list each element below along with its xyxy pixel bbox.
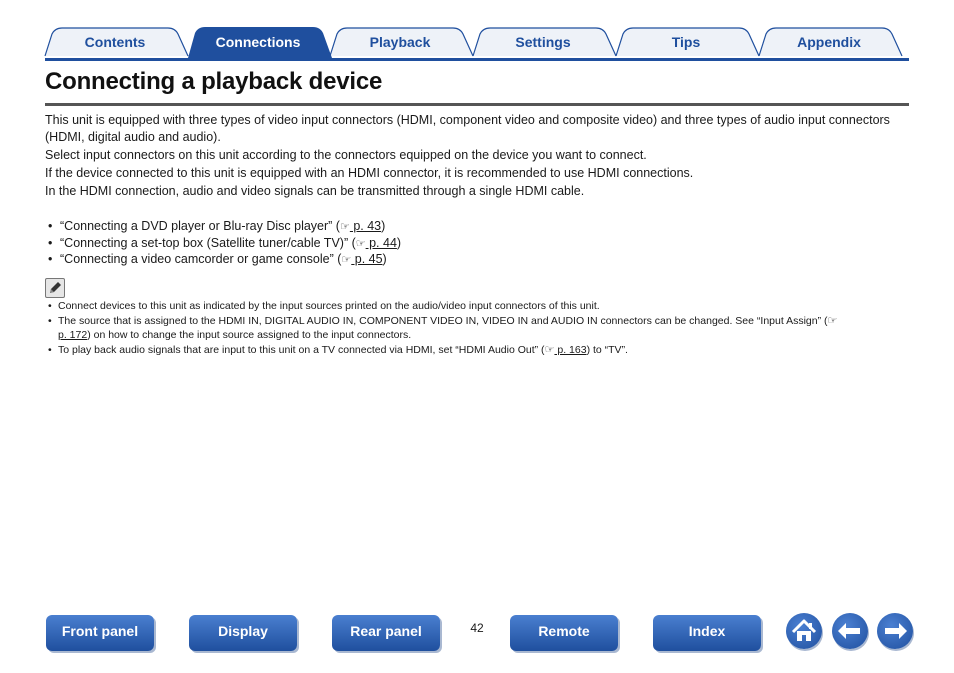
- page-link-163[interactable]: p. 163: [554, 344, 587, 356]
- page-number: 42: [470, 621, 484, 635]
- reference-hand-icon: ☞: [341, 254, 352, 266]
- rear-panel-button[interactable]: Rear panel: [332, 615, 440, 651]
- page-link-44[interactable]: p. 44: [365, 235, 397, 250]
- list-item: [48, 236, 908, 253]
- reference-hand-icon: ☞: [339, 221, 350, 233]
- intro-paragraph: In the HDMI connection, audio and video signals can be transmitted through a single HDMI cable.: [45, 184, 585, 198]
- intro-paragraph: This unit is equipped with three types of video input connectors (HDMI, component video and composite video) and three types of audio input connectors (HDMI, digital audio and audio).: [45, 113, 890, 144]
- bullet: •: [48, 315, 52, 327]
- link-text-after: ): [381, 219, 386, 233]
- bullet: •: [48, 219, 53, 233]
- tab-shapes: [0, 0, 954, 64]
- page-link-45[interactable]: p. 45: [351, 252, 383, 266]
- link-text: “Connecting a set-top box (Satellite tuner/cable TV)” (: [60, 235, 356, 250]
- notes-list: [48, 299, 848, 358]
- front-panel-button[interactable]: Front panel: [46, 615, 154, 651]
- intro-paragraph: Select input connectors on this unit according to the connectors equipped on the device you want to connect.: [45, 148, 647, 162]
- note-text: Connect devices to this unit as indicated by the input sources printed on the audio/video input connectors of this unit.: [58, 300, 600, 312]
- bullet: •: [48, 252, 53, 266]
- tab-tips[interactable]: Tips: [671, 34, 701, 50]
- link-text-after: ): [382, 252, 387, 266]
- forward-button[interactable]: [877, 613, 913, 649]
- display-button[interactable]: Display: [189, 615, 297, 651]
- link-text: “Connecting a video camcorder or game console” (: [60, 252, 342, 266]
- bullet: •: [48, 344, 52, 356]
- tab-connections[interactable]: Connections: [215, 34, 301, 50]
- tab-bar: [0, 0, 954, 64]
- link-list: [48, 219, 908, 269]
- arrow-left-icon: [832, 613, 868, 649]
- note-text: To play back audio signals that are input to this unit on a TV connected via HDMI, set “HDMI Audio Out” (: [58, 344, 545, 356]
- list-item: [48, 219, 908, 236]
- link-text: “Connecting a DVD player or Blu-ray Disc player” (: [60, 219, 340, 233]
- intro-paragraph: If the device connected to this unit is equipped with an HDMI connector, it is recommended to use HDMI connections.: [45, 166, 694, 180]
- title-divider: [45, 103, 909, 106]
- note-text-after: ) on how to change the input source assigned to the input connectors.: [87, 329, 412, 341]
- bullet: •: [48, 300, 52, 312]
- pencil-icon: [45, 278, 65, 298]
- reference-hand-icon: ☞: [827, 315, 838, 327]
- remote-button[interactable]: Remote: [510, 615, 618, 651]
- note-text: The source that is assigned to the HDMI IN, DIGITAL AUDIO IN, COMPONENT VIDEO IN, VIDEO IN and AUDIO IN connectors can be changed. See “Input Assign” (: [58, 315, 828, 327]
- tab-settings[interactable]: Settings: [515, 34, 571, 50]
- tab-appendix[interactable]: Appendix: [797, 34, 861, 50]
- reference-hand-icon: ☞: [544, 344, 555, 356]
- home-button[interactable]: [786, 613, 822, 649]
- note-text-after: ) to “TV”.: [586, 344, 628, 356]
- tab-playback[interactable]: Playback: [369, 34, 431, 50]
- tab-contents[interactable]: Contents: [84, 34, 146, 50]
- page-link-172[interactable]: p. 172: [58, 329, 88, 341]
- intro-text: [45, 112, 909, 201]
- home-icon: [786, 613, 822, 649]
- page-title: Connecting a playback device: [45, 68, 383, 95]
- reference-hand-icon: ☞: [355, 237, 366, 250]
- link-text-after: ): [396, 235, 402, 250]
- index-button[interactable]: Index: [653, 615, 761, 651]
- list-item: [48, 252, 908, 269]
- page-link-43[interactable]: p. 43: [349, 219, 382, 233]
- bullet: •: [48, 235, 53, 250]
- list-item: [48, 343, 848, 357]
- back-button[interactable]: [832, 613, 868, 649]
- list-item: [48, 299, 848, 313]
- list-item: [48, 314, 848, 342]
- arrow-right-icon: [877, 613, 913, 649]
